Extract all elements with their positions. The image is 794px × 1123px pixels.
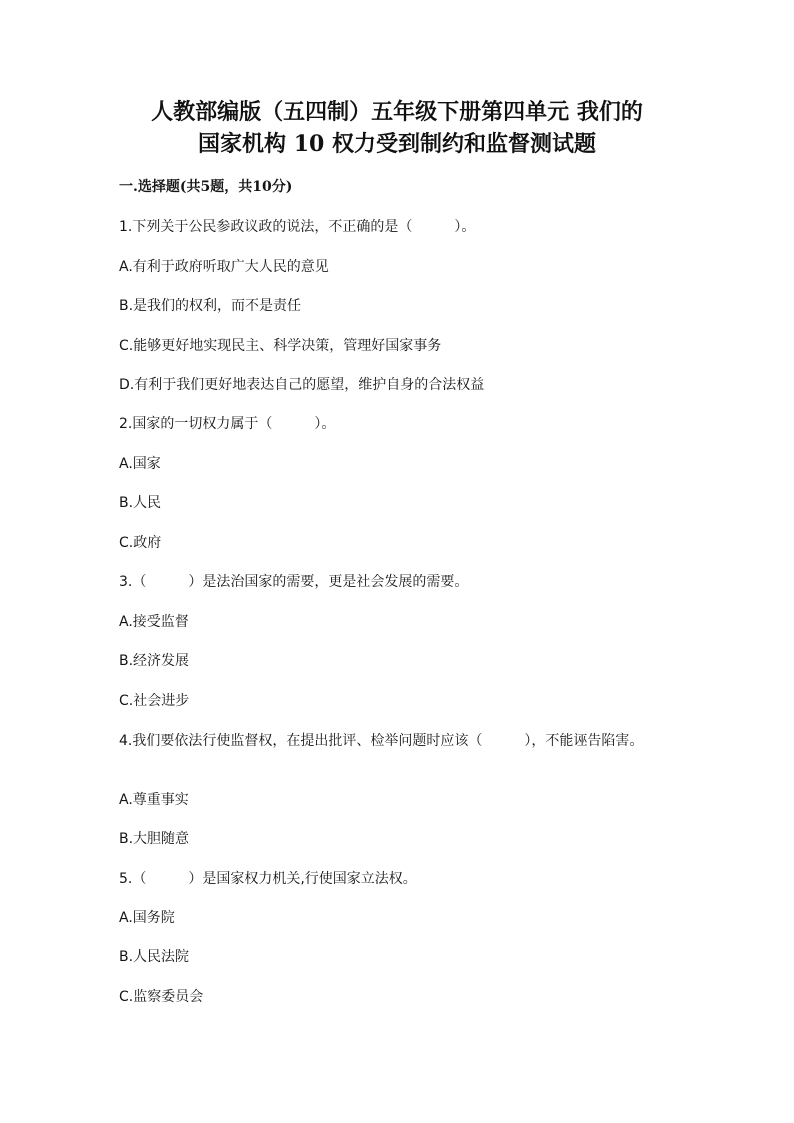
question-2-option-c: C.政府 — [119, 535, 162, 551]
question-2-option-a: A.国家 — [119, 456, 161, 472]
question-1-option-d: D.有利于我们更好地表达自己的愿望，维护自身的合法权益 — [119, 377, 485, 393]
question-5-option-c: C.监察委员会 — [119, 989, 204, 1005]
question-3-option-a: A.接受监督 — [119, 614, 189, 630]
question-1-option-a: A.有利于政府听取广大人民的意见 — [119, 259, 329, 275]
document-title-line-1: 人教部编版（五四制）五年级下册第四单元 我们的 — [151, 99, 643, 125]
question-5-option-a: A.国务院 — [119, 910, 175, 926]
question-1-stem: 1.下列关于公民参政议政的说法，不正确的是（ ）。 — [119, 219, 476, 235]
question-2-stem: 2.国家的一切权力属于（ ）。 — [119, 416, 336, 432]
question-1-option-c: C.能够更好地实现民主、科学决策，管理好国家事务 — [119, 338, 442, 354]
question-5-option-b: B.人民法院 — [119, 949, 190, 965]
question-3-option-c: C.社会进步 — [119, 693, 190, 709]
question-2-option-b: B.人民 — [119, 495, 162, 511]
question-4-option-a: A.尊重事实 — [119, 792, 189, 808]
document-title-line-2: 国家机构 10 权力受到制约和监督测试题 — [198, 131, 596, 157]
question-1-option-b: B.是我们的权利，而不是责任 — [119, 298, 302, 314]
question-4-stem: 4.我们要依法行使监督权，在提出批评、检举问题时应该（ ），不能诬告陷害。 — [119, 733, 644, 749]
question-4-option-b: B.大胆随意 — [119, 831, 190, 847]
section-heading: 一.选择题(共5题，共10分) — [119, 179, 293, 195]
question-3-option-b: B.经济发展 — [119, 653, 190, 669]
question-5-stem: 5.（ ）是国家权力机关,行使国家立法权。 — [119, 871, 417, 887]
question-3-stem: 3.（ ）是法治国家的需要，更是社会发展的需要。 — [119, 574, 469, 590]
